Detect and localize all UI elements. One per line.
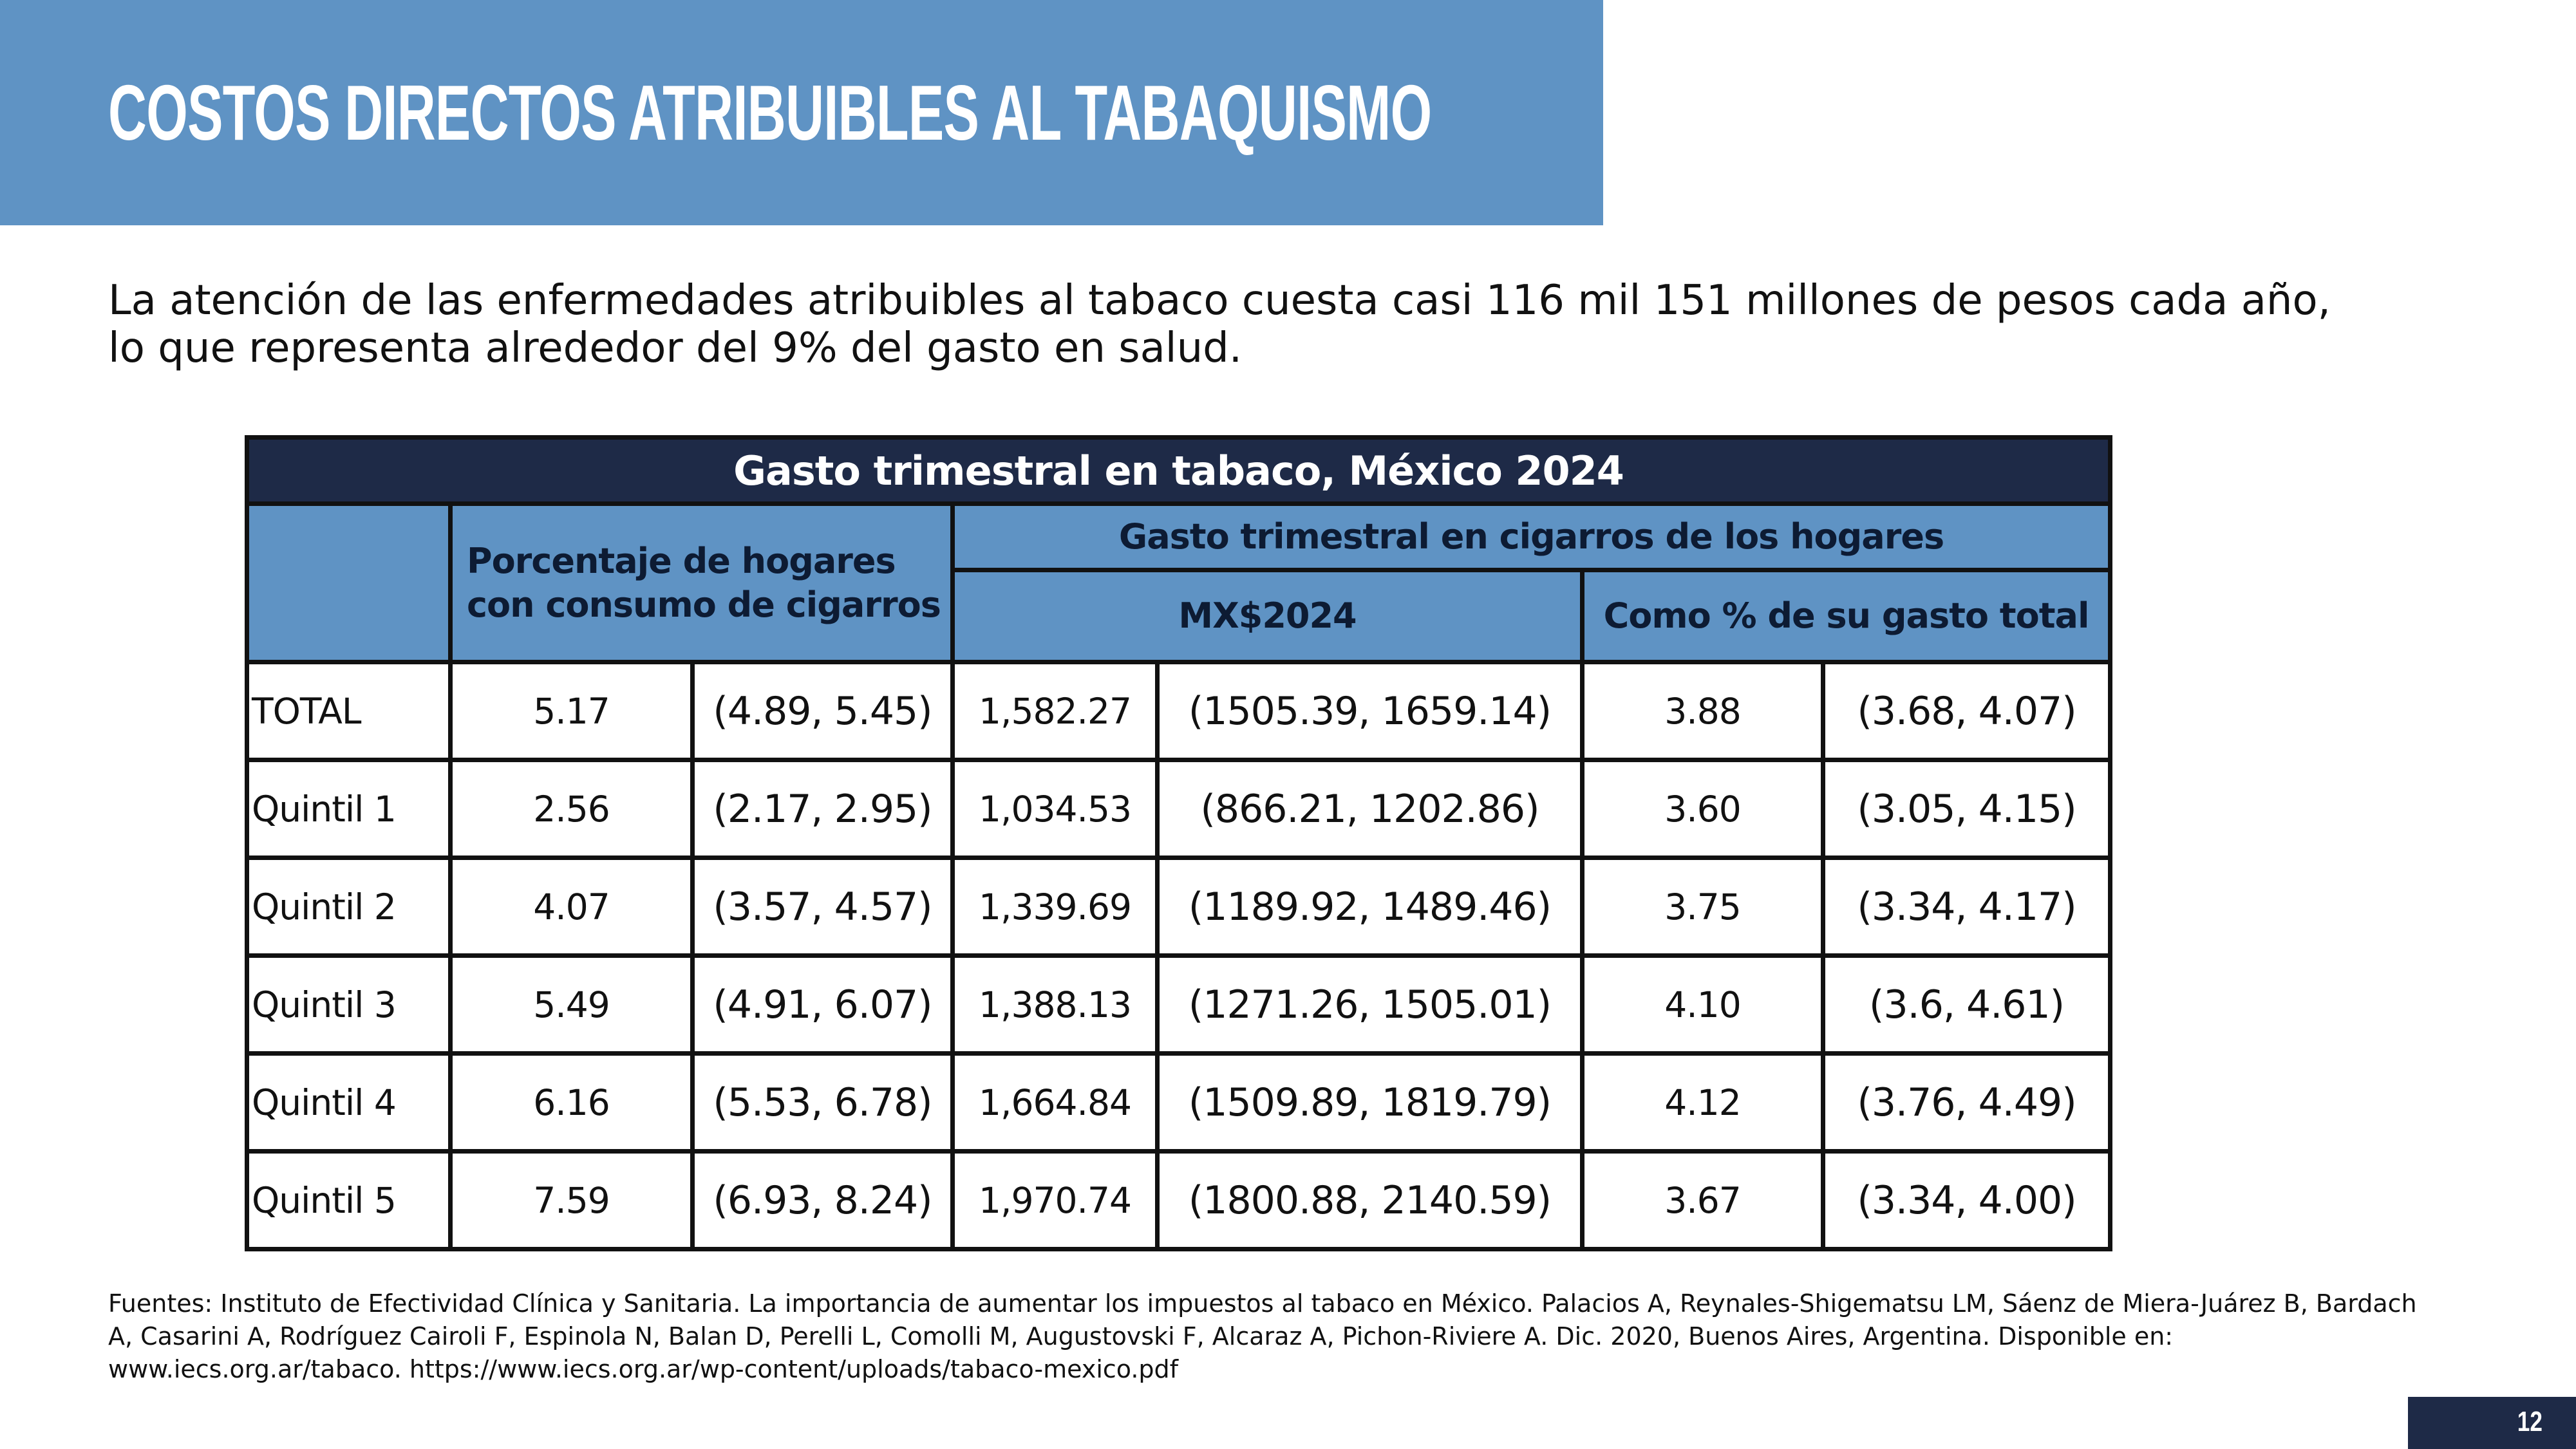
sources-line: Fuentes: Instituto de Efectividad Clínica y Sanitaria. La importancia de aumentar los impuestos al tabaco en México. Palacios A, Reynales-Shigematsu LM, Sáenz de Miera-Juárez B, Bardach (108, 1289, 2417, 1318)
share-value: 4.12 (1583, 1054, 1823, 1152)
pct-value: 4.07 (451, 858, 693, 956)
sources-line: www.iecs.org.ar/tabaco. https://www.iecs.org.ar/wp-content/uploads/tabaco-mexico.pdf (108, 1355, 1179, 1383)
table-row (247, 956, 2111, 1054)
mx-ci: (1509.89, 1819.79) (1158, 1054, 1583, 1152)
pct-ci: (6.93, 8.24) (693, 1152, 953, 1249)
mx-column-header: MX$2024 (953, 570, 1583, 662)
mx-ci: (866.21, 1202.86) (1158, 760, 1583, 858)
spending-group-header: Gasto trimestral en cigarros de los hogares (953, 504, 2111, 570)
pct-ci: (3.57, 4.57) (693, 858, 953, 956)
pct-ci: (4.89, 5.45) (693, 662, 953, 760)
mx-ci: (1505.39, 1659.14) (1158, 662, 1583, 760)
row-label: Quintil 2 (247, 858, 451, 956)
table-row (247, 760, 2111, 858)
mx-ci: (1271.26, 1505.01) (1158, 956, 1583, 1054)
mx-ci: (1800.88, 2140.59) (1158, 1152, 1583, 1249)
pct-value: 2.56 (451, 760, 693, 858)
pct-households-header (451, 504, 953, 662)
share-value: 3.75 (1583, 858, 1823, 956)
share-ci: (3.68, 4.07) (1823, 662, 2111, 760)
intro-line: La atención de las enfermedades atribuibles al tabaco cuesta casi 116 mil 151 millones de pesos cada año, (108, 277, 2331, 324)
sources-line: A, Casarini A, Rodríguez Cairoli F, Espinola N, Balan D, Perelli L, Comolli M, Augustovski F, Alcaraz A, Pichon-Riviere A. Dic. 2020, Buenos Aires, Argentina. Disponible en: (108, 1322, 2174, 1351)
share-value: 3.60 (1583, 760, 1823, 858)
share-value: 3.88 (1583, 662, 1823, 760)
pct-value: 5.49 (451, 956, 693, 1054)
intro-line: lo que representa alrededor del 9% del gasto en salud. (108, 324, 1243, 372)
page-number-box (2408, 1397, 2576, 1449)
share-ci: (3.34, 4.17) (1823, 858, 2111, 956)
pct-ci: (2.17, 2.95) (693, 760, 953, 858)
pct-ci: (5.53, 6.78) (693, 1054, 953, 1152)
tobacco-spending-table (245, 435, 2112, 1251)
row-label-header (247, 504, 451, 662)
table-row (247, 662, 2111, 760)
mx-value: 1,582.27 (953, 662, 1158, 760)
page-number: 12 (2517, 1406, 2543, 1437)
share-ci: (3.05, 4.15) (1823, 760, 2111, 858)
slide-title: COSTOS DIRECTOS ATRIBUIBLES AL TABAQUISMO (108, 69, 1432, 156)
title-banner (0, 0, 1603, 225)
mx-value: 1,339.69 (953, 858, 1158, 956)
row-label: TOTAL (247, 662, 451, 760)
pct-households-header-line: Porcentaje de hogares (467, 540, 896, 581)
table-row (247, 858, 2111, 956)
pct-ci: (4.91, 6.07) (693, 956, 953, 1054)
pct-value: 7.59 (451, 1152, 693, 1249)
share-ci: (3.6, 4.61) (1823, 956, 2111, 1054)
row-label: Quintil 3 (247, 956, 451, 1054)
mx-value: 1,388.13 (953, 956, 1158, 1054)
row-label: Quintil 1 (247, 760, 451, 858)
share-ci: (3.76, 4.49) (1823, 1054, 2111, 1152)
share-column-header: Como % de su gasto total (1583, 570, 2111, 662)
table-row (247, 1054, 2111, 1152)
share-value: 3.67 (1583, 1152, 1823, 1249)
sources-note (108, 1287, 2417, 1386)
intro-paragraph (108, 277, 2490, 372)
share-ci: (3.34, 4.00) (1823, 1152, 2111, 1249)
pct-households-header-line: con consumo de cigarros (467, 584, 941, 625)
table-row (247, 1152, 2111, 1249)
mx-value: 1,664.84 (953, 1054, 1158, 1152)
mx-ci: (1189.92, 1489.46) (1158, 858, 1583, 956)
share-value: 4.10 (1583, 956, 1823, 1054)
row-label: Quintil 4 (247, 1054, 451, 1152)
mx-value: 1,034.53 (953, 760, 1158, 858)
table-caption: Gasto trimestral en tabaco, México 2024 (247, 438, 2111, 504)
row-label: Quintil 5 (247, 1152, 451, 1249)
pct-value: 6.16 (451, 1054, 693, 1152)
mx-value: 1,970.74 (953, 1152, 1158, 1249)
pct-value: 5.17 (451, 662, 693, 760)
